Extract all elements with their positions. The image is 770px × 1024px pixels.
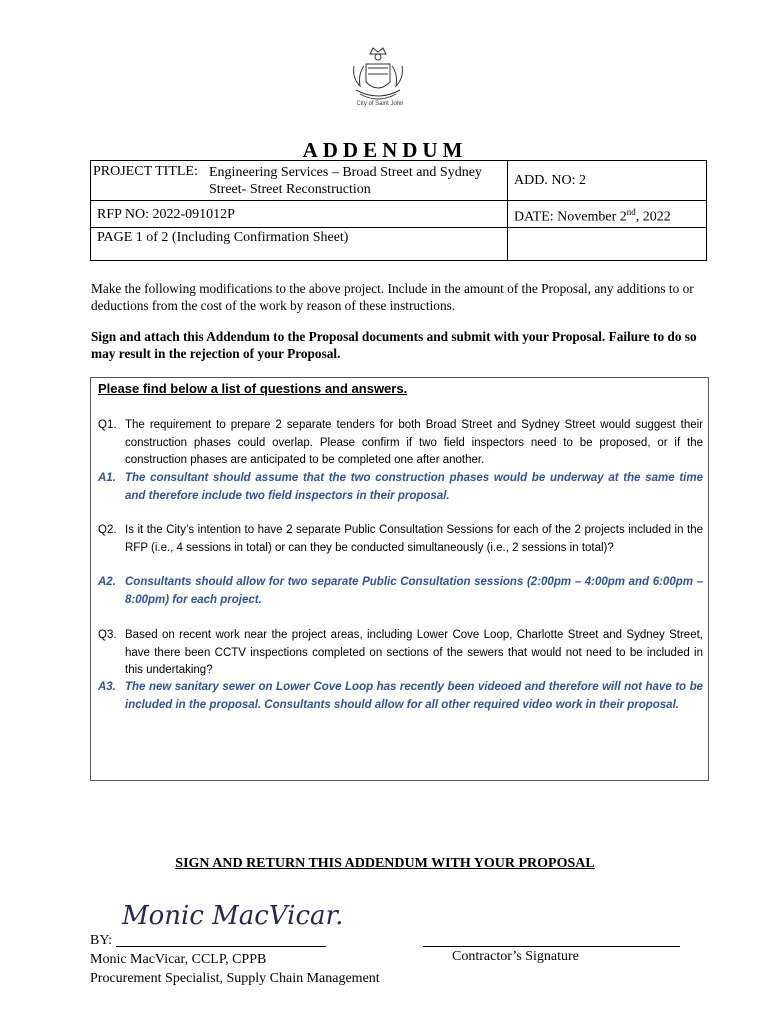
item-text: Is it the City’s intention to have 2 separate Public Consultation Sessions for each of the 2 projects included in the RFP (i.e., 4 sessions in total) or can they be conducted simultaneously (i.e., 2 sessions in total)? bbox=[125, 524, 703, 554]
item-number: Q3. bbox=[98, 629, 117, 641]
item-text: The consultant should assume that the two construction phases would be underway at the same time and therefore include two field inspectors in their proposal. bbox=[125, 472, 703, 502]
sign-instruction: SIGN AND RETURN THIS ADDENDUM WITH YOUR PROPOSAL bbox=[175, 856, 595, 871]
rfp-cell bbox=[91, 201, 508, 228]
empty-cell bbox=[508, 228, 707, 261]
document-title: ADDENDUM bbox=[302, 138, 468, 162]
item-text: The requirement to prepare 2 separate tenders for both Broad Street and Sydney Street would suggest their construction phases could overlap. Please confirm if two field inspectors need to be proposed, or if the construction phases are anticipated to be completed one after another. bbox=[125, 419, 703, 466]
item-text: The new sanitary sewer on Lower Cove Loop has recently been videoed and therefore will not have to be included in the proposal. Consultants should allow for all other required video work in their proposal. bbox=[125, 681, 703, 711]
add-no-cell bbox=[508, 161, 707, 201]
warning-paragraph: Sign and attach this Addendum to the Proposal documents and submit with your Proposal. Failure to do so may result in the rejection of your Proposal. bbox=[91, 329, 697, 361]
by-label: BY: bbox=[90, 933, 113, 948]
item-number: Q2. bbox=[98, 524, 117, 536]
question-3 bbox=[98, 627, 703, 680]
qa-heading: Please find below a list of questions and answers. bbox=[98, 381, 408, 396]
signature-text: Monic MacVicar. bbox=[122, 901, 344, 931]
project-title-label: PROJECT TITLE: bbox=[93, 164, 198, 179]
qa-box bbox=[90, 377, 709, 781]
answer-3 bbox=[98, 679, 703, 714]
add-no: ADD. NO: 2 bbox=[514, 173, 586, 188]
page-count: PAGE 1 of 2 (Including Confirmation Sheet) bbox=[97, 230, 349, 245]
item-number: A2. bbox=[98, 576, 116, 588]
answer-2 bbox=[98, 574, 703, 609]
project-title-cell bbox=[91, 161, 508, 201]
handwritten-signature bbox=[118, 890, 344, 934]
item-number: A3. bbox=[98, 681, 116, 693]
item-text: Based on recent work near the project areas, including Lower Cove Loop, Charlotte Street and Sydney Street, have there been CCTV inspections completed on sections of the sewers that would not need to be included in this undertaking? bbox=[125, 629, 703, 676]
contractor-signature-label: Contractor’s Signature bbox=[452, 949, 579, 964]
question-2 bbox=[98, 522, 703, 557]
intro-paragraph: Make the following modifications to the above project. Include in the amount of the Proposal, any additions to or deductions from the cost of the work by reason of these instructions. bbox=[91, 281, 694, 313]
item-number: A1. bbox=[98, 472, 116, 484]
date-suffix: , 2022 bbox=[635, 209, 671, 225]
signatory-block bbox=[90, 931, 380, 988]
header-table bbox=[90, 160, 707, 261]
question-1 bbox=[98, 417, 703, 470]
project-title-line1: Engineering Services – Broad Street and Sydney bbox=[209, 165, 482, 180]
page-cell bbox=[91, 228, 508, 261]
project-title-line2: Street- Street Reconstruction bbox=[209, 182, 371, 197]
date-prefix: DATE: November 2 bbox=[514, 209, 627, 225]
signatory-name: Monic MacVicar, CCLP, CPPB bbox=[90, 952, 267, 967]
item-number: Q1. bbox=[98, 419, 117, 431]
signatory-position: Procurement Specialist, Supply Chain Management bbox=[90, 971, 380, 986]
signature-line-city bbox=[116, 946, 326, 947]
rfp-no: RFP NO: 2022-091012P bbox=[97, 207, 235, 222]
item-text: Consultants should allow for two separate Public Consultation sessions (2:00pm – 4:00pm and 6:00pm – 8:00pm) for each project. bbox=[125, 576, 703, 606]
signature-line-contractor bbox=[423, 946, 680, 947]
date-cell bbox=[508, 201, 707, 228]
date-superscript: nd bbox=[626, 207, 636, 217]
answer-1 bbox=[98, 470, 703, 505]
logo-caption: City of Saint John bbox=[356, 101, 404, 107]
